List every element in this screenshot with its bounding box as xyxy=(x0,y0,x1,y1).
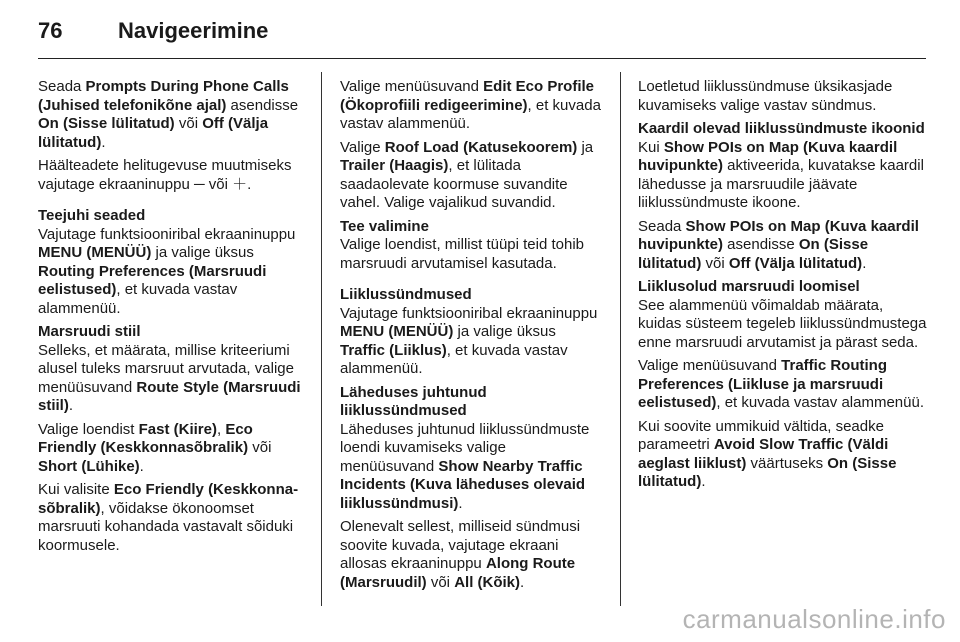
column-divider xyxy=(321,72,322,606)
paragraph: See alammenüü võimaldab määrata, kuidas süsteem tegeleb liiklussündmustega enne marsruudi arvutamist ja pärast seda. xyxy=(638,296,927,351)
paragraph: Seada Prompts During Phone Calls (Juhised telefonikõne ajal) asendisse On (Sisse lülitatud) või Off (Välja lülitatud). xyxy=(38,78,299,151)
paragraph: Valige menüüsuvand Traffic Routing Preferences (Liikluse ja marsruudi eelistused), et kuvada vastav alammenüü. xyxy=(638,357,924,411)
section-heading: Liiklussündmused xyxy=(340,286,472,303)
paragraph: Kui soovite ummikuid vältida, seadke parameetri Avoid Slow Traffic (Väldi aeglast liiklust) väärtuseks On (Sisse lülitatud). xyxy=(638,417,897,490)
column-3 xyxy=(638,78,928,497)
section-heading: Tee valimine xyxy=(340,217,429,235)
paragraph: Loetletud liiklussündmuse üksikasjade kuvamiseks valige vastav sündmus. xyxy=(638,78,893,114)
section-heading: Marsruudi stiil xyxy=(38,323,141,340)
section-heading: Kaardil olevad liiklussündmuste ikoonid xyxy=(638,120,925,137)
paragraph: Kui Show POIs on Map (Kuva kaardil huvipunkte) aktiveerida, kuvatakse kaardil lähedusse ja marsruudile jäävate liiklussündmuste ikoone. xyxy=(638,138,924,211)
column-1 xyxy=(38,78,306,560)
paragraph: Valige loendist Fast (Kiire), Eco Friendly (Keskkonnasõbralik) või Short (Lühike). xyxy=(38,420,272,475)
watermark: carmanualsonline.info xyxy=(682,604,946,634)
section-heading: Liiklusolud marsruudi loomisel xyxy=(638,278,860,295)
paragraph: Valige menüüsuvand Edit Eco Profile (Ökoprofiili redigeerimine), et kuvada vastav alammenüü. xyxy=(340,78,601,132)
header-divider xyxy=(38,58,926,59)
paragraph: Seada Show POIs on Map (Kuva kaardil huvipunkte) asendisse On (Sisse lülitatud) või Off (Välja lülitatud). xyxy=(638,217,919,272)
paragraph: Valige loendist, millist tüüpi teid tohib marsruudi arvutamisel kasutada. xyxy=(340,236,585,272)
paragraph: Vajutage funktsiooniribal ekraaninuppu MENU (MENÜÜ) ja valige üksus Traffic (Liiklus), et kuvada vastav alammenüü. xyxy=(340,304,598,377)
paragraph: Läheduses juhtunud liiklussündmuste loendi kuvamiseks valige menüüsuvand Show Nearby Traffic Incidents (Kuva läheduses olevaid liiklussündmusi). xyxy=(340,420,590,512)
page-title: Navigeerimine xyxy=(118,18,269,43)
paragraph: Vajutage funktsiooniribal ekraaninuppu MENU (MENÜÜ) ja valige üksus Routing Preferences (Marsruudi eelistused), et kuvada vastav alammenüü. xyxy=(38,225,296,317)
column-2 xyxy=(340,78,604,597)
paragraph: Kui valisite Eco Friendly (Keskkonna-sõbralik), võidakse ökonoomset marsruuti kohandada vastavalt sõiduki koormusele. xyxy=(38,481,299,554)
paragraph: Häälteadete helitugevuse muutmiseks vajutage ekraaninuppu ─ või ＋. xyxy=(38,157,292,193)
paragraph: Olenevalt sellest, milliseid sündmusi soovite kuvada, vajutage ekraani allosas ekraaninuppu Along Route (Marsruudil) või All (Kõik). xyxy=(340,518,581,591)
paragraph: Selleks, et määrata, millise kriteeriumi alusel tuleks marsruut arvutada, valige menüüsuvand Route Style (Marsruudi stiil). xyxy=(38,341,301,414)
paragraph: Valige Roof Load (Katusekoorem) ja Trailer (Haagis), et lülitada saadaolevate koormuse suvandite vahel. Valige vajalikud suvandid. xyxy=(340,138,594,211)
section-heading: Teejuhi seaded xyxy=(38,207,146,224)
section-heading: Läheduses juhtunud liiklussündmused xyxy=(340,383,487,419)
column-divider xyxy=(620,72,621,606)
page-number: 76 xyxy=(38,18,63,43)
